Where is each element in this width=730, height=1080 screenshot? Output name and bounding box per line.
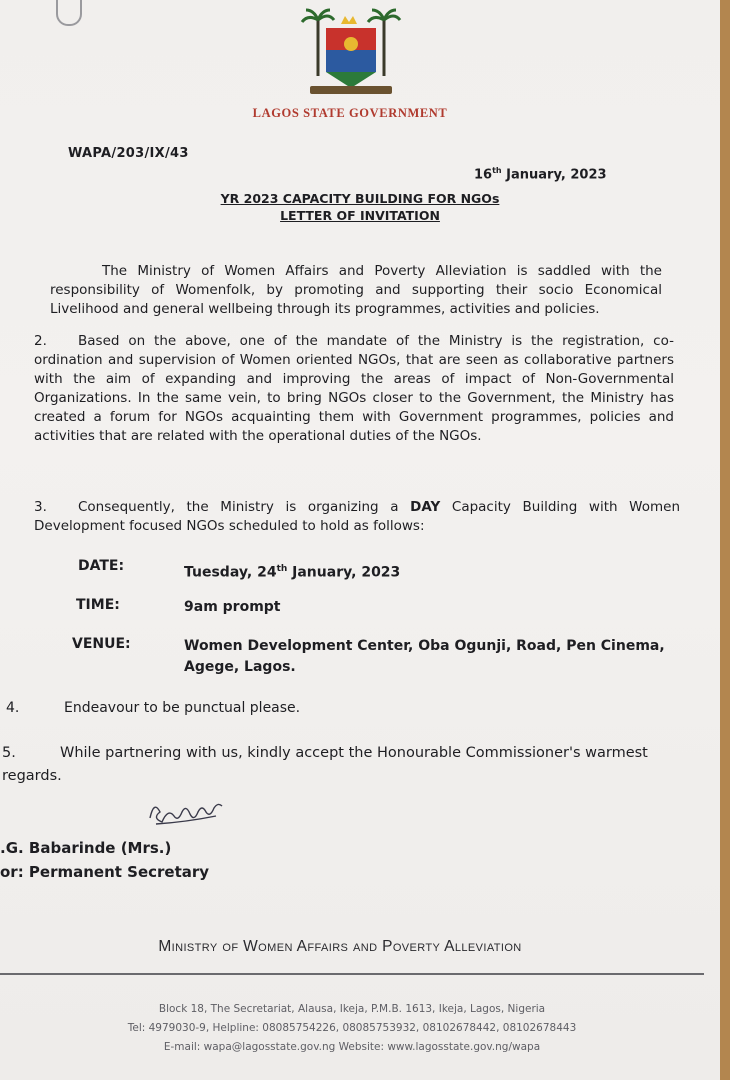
letter-heading: [180, 190, 540, 224]
signatory-name: .G. Babarinde (Mrs.): [0, 839, 172, 857]
handwritten-signature: [146, 794, 236, 830]
binder-ring-mark: [56, 0, 82, 26]
footer-email-website: E-mail: wapa@lagosstate.gov.ng Website: www.lagosstate.gov.ng/wapa: [163, 1041, 541, 1053]
venue-value: Women Development Center, Oba Ogunji, Road, Pen Cinema, Agege, Lagos.: [184, 638, 665, 675]
footer-ministry-name: Ministry of Women Affairs and Poverty Alleviation: [158, 938, 522, 955]
heading-line-2: LETTER OF INVITATION: [280, 208, 440, 223]
time-value: 9am prompt: [184, 599, 281, 615]
government-name: LAGOS STATE GOVERNMENT: [252, 106, 448, 120]
table-edge: [720, 0, 730, 1080]
date-value: Tuesday, 24th January, 2023: [184, 564, 401, 581]
paragraph-2: [34, 332, 674, 446]
paragraph-3: 3. Consequently, the Ministry is organizing a DAY Capacity Building with Women Development focused NGOs scheduled to hold as follows:: [34, 499, 681, 534]
paragraph-2-number: 2.: [34, 333, 47, 349]
lagos-state-crest-icon: [296, 6, 406, 98]
day-emphasis: DAY: [410, 499, 441, 515]
footer-divider: [0, 973, 704, 975]
time-label: TIME:: [76, 597, 120, 613]
paragraph-5: 5. While partnering with us, kindly accept the Honourable Commissioner's warmest regards.: [2, 742, 706, 788]
paragraph-1: The Ministry of Women Affairs and Poverty Alleviation is saddled with the responsibility of Womenfolk, by promoting and supporting their socio Economical Livelihood and general wellbeing through its programmes, activities and policies.: [50, 263, 662, 317]
letter-date: 16th January, 2023: [474, 166, 607, 183]
footer-phones: Tel: 4979030-9, Helpline: 08085754226, 08085753932, 08102678442, 08102678443: [127, 1022, 577, 1034]
paragraph-4: 4. Endeavour to be punctual please.: [6, 700, 301, 716]
paragraph-4-number: 4.: [6, 700, 20, 716]
footer-address: Block 18, The Secretariat, Alausa, Ikeja, P.M.B. 1613, Ikeja, Lagos, Nigeria: [158, 1003, 546, 1015]
reference-number: WAPA/203/IX/43: [68, 146, 189, 161]
date-label: DATE:: [78, 558, 125, 574]
paragraph-3-number: 3.: [34, 499, 47, 515]
heading-line-1: YR 2023 CAPACITY BUILDING FOR NGOs: [220, 191, 500, 206]
paragraph-2-text: Based on the above, one of the mandate of the Ministry is the registration, co-ordination and supervision of Women oriented NGOs, that are seen as collaborative partners with the aim of expanding and improving the areas of impact of Non-Governmental Organizations. In the same vein, to bring NGOs closer to the Government, the Ministry has created a forum for NGOs acquainting them with Government programmes, policies and activities that are related with the operational duties of the NGOs.: [34, 333, 674, 444]
venue-label: VENUE:: [72, 636, 131, 652]
signatory-block: [0, 836, 209, 884]
paragraph-5-number: 5.: [2, 745, 16, 761]
signatory-title: or: Permanent Secretary: [0, 863, 210, 881]
footer-contact: [0, 1000, 704, 1057]
